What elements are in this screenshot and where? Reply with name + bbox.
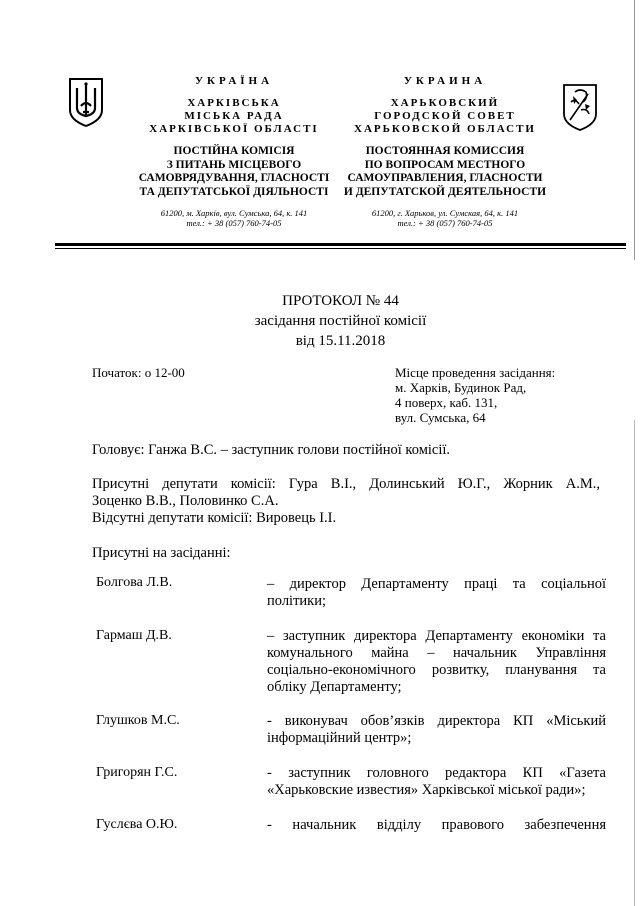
protocol-heading (0, 293, 641, 350)
left-header (110, 75, 358, 228)
commission-line-3-ru: САМОУПРАВЛЕНИЯ, ГЛАСНОСТИ (347, 172, 543, 184)
address-ru: 61200, г. Харьков, ул. Сумская, 64, к. 141 (371, 208, 519, 218)
present-deputies-line-2: Зоценко В.В., Половинко С.А. (92, 493, 279, 509)
venue-line-4: вул. Сумська, 64 (395, 410, 486, 425)
right-header (330, 75, 560, 228)
country-name-ua: УКРАЇНА (194, 75, 274, 87)
attendee-name: Григорян Г.С. (96, 765, 178, 780)
absent-deputies: Відсутні депутати комісії: Вировець І.І. (92, 510, 337, 526)
attendees-heading: Присутні на засіданні: (92, 545, 231, 561)
protocol-subtitle: засідання постійної комісії (254, 313, 427, 329)
chair-line: Головує: Ганжа В.С. – заступник голови постійної комісії. (92, 442, 451, 458)
scan-edge-line (634, 0, 635, 260)
attendee-position: - заступник головного редактора КП «Газета «Харьковские известия» Харківської міської ради»; (267, 765, 606, 798)
start-time: Початок: о 12-00 (92, 365, 185, 380)
protocol-date: від 15.11.2018 (295, 333, 386, 349)
venue-line-1: Місце проведення засідання: (395, 365, 556, 380)
council-line-1-ru: ХАРЬКОВСКИЙ (390, 97, 500, 109)
council-line-2-ua: МІСЬКА РАДА (184, 110, 284, 122)
attendee-name: Глушков М.С. (96, 713, 180, 728)
attendee-name: Гармаш Д.В. (96, 628, 172, 643)
council-line-3-ru: ХАРЬКОВСКОЙ ОБЛАСТИ (354, 123, 536, 135)
venue (395, 365, 615, 425)
kharkiv-coat-of-arms-icon (561, 82, 599, 132)
commission-line-2-ua: З ПИТАНЬ МІСЦЕВОГО (166, 158, 302, 171)
commission-line-1-ua: ПОСТІЙНА КОМІСІЯ (173, 145, 295, 157)
commission-line-1-ru: ПОСТОЯННАЯ КОМИССИЯ (365, 145, 525, 157)
country-name-ru: УКРАИНА (403, 75, 487, 87)
header-rule-thin (55, 248, 626, 249)
attendee-position: – заступник директора Департаменту економіки та комунального майна – начальник Управління соціально-економічного розвитку, планування та обліку Департаменту; (267, 628, 606, 695)
council-line-1-ua: ХАРКІВСЬКА (187, 97, 281, 109)
venue-line-2: м. Харків, Будинок Рад, (395, 380, 527, 395)
attendee-position: - начальник відділу правового забезпечення (267, 817, 606, 833)
venue-line-3: 4 поверх, каб. 131, (395, 395, 498, 410)
scan-edge-line (634, 420, 635, 906)
commission-line-3-ua: САМОВРЯДУВАННЯ, ГЛАСНОСТІ (138, 172, 330, 184)
attendee-name: Болгова Л.В. (96, 575, 173, 590)
attendee-position: – директор Департаменту праці та соціальної політики; (267, 576, 606, 609)
council-line-2-ru: ГОРОДСКОЙ СОВЕТ (374, 110, 516, 122)
council-line-3-ua: ХАРКІВСЬКОЇ ОБЛАСТІ (149, 123, 319, 135)
commission-line-4-ua: ТА ДЕПУТАТСЬКОЇ ДІЯЛЬНОСТІ (139, 185, 329, 198)
present-deputies-line-1: Присутні депутати комісії: Гура В.І., Долинський Ю.Г., Жорник А.М., (92, 476, 600, 492)
ukraine-coat-of-arms-icon (66, 76, 106, 128)
attendee-position: - виконувач обов’язків директора КП «Міський інформаційний центр»; (267, 713, 606, 746)
commission-line-2-ru: ПО ВОПРОСАМ МЕСТНОГО (364, 158, 526, 171)
attendee-name: Гуслєва О.Ю. (96, 817, 178, 832)
commission-line-4-ru: И ДЕПУТАТСКОЙ ДЕЯТЕЛЬНОСТИ (343, 185, 547, 198)
present-deputies (92, 476, 600, 527)
phone-ru: тел.: + 38 (057) 760-74-05 (397, 218, 493, 228)
address-ua: 61200, м. Харків, вул. Сумська, 64, к. 141 (160, 208, 308, 218)
header-rule-thick (55, 243, 626, 246)
protocol-title: ПРОТОКОЛ № 44 (282, 293, 399, 309)
phone-ua: тел.: + 38 (057) 760-74-05 (186, 218, 282, 228)
